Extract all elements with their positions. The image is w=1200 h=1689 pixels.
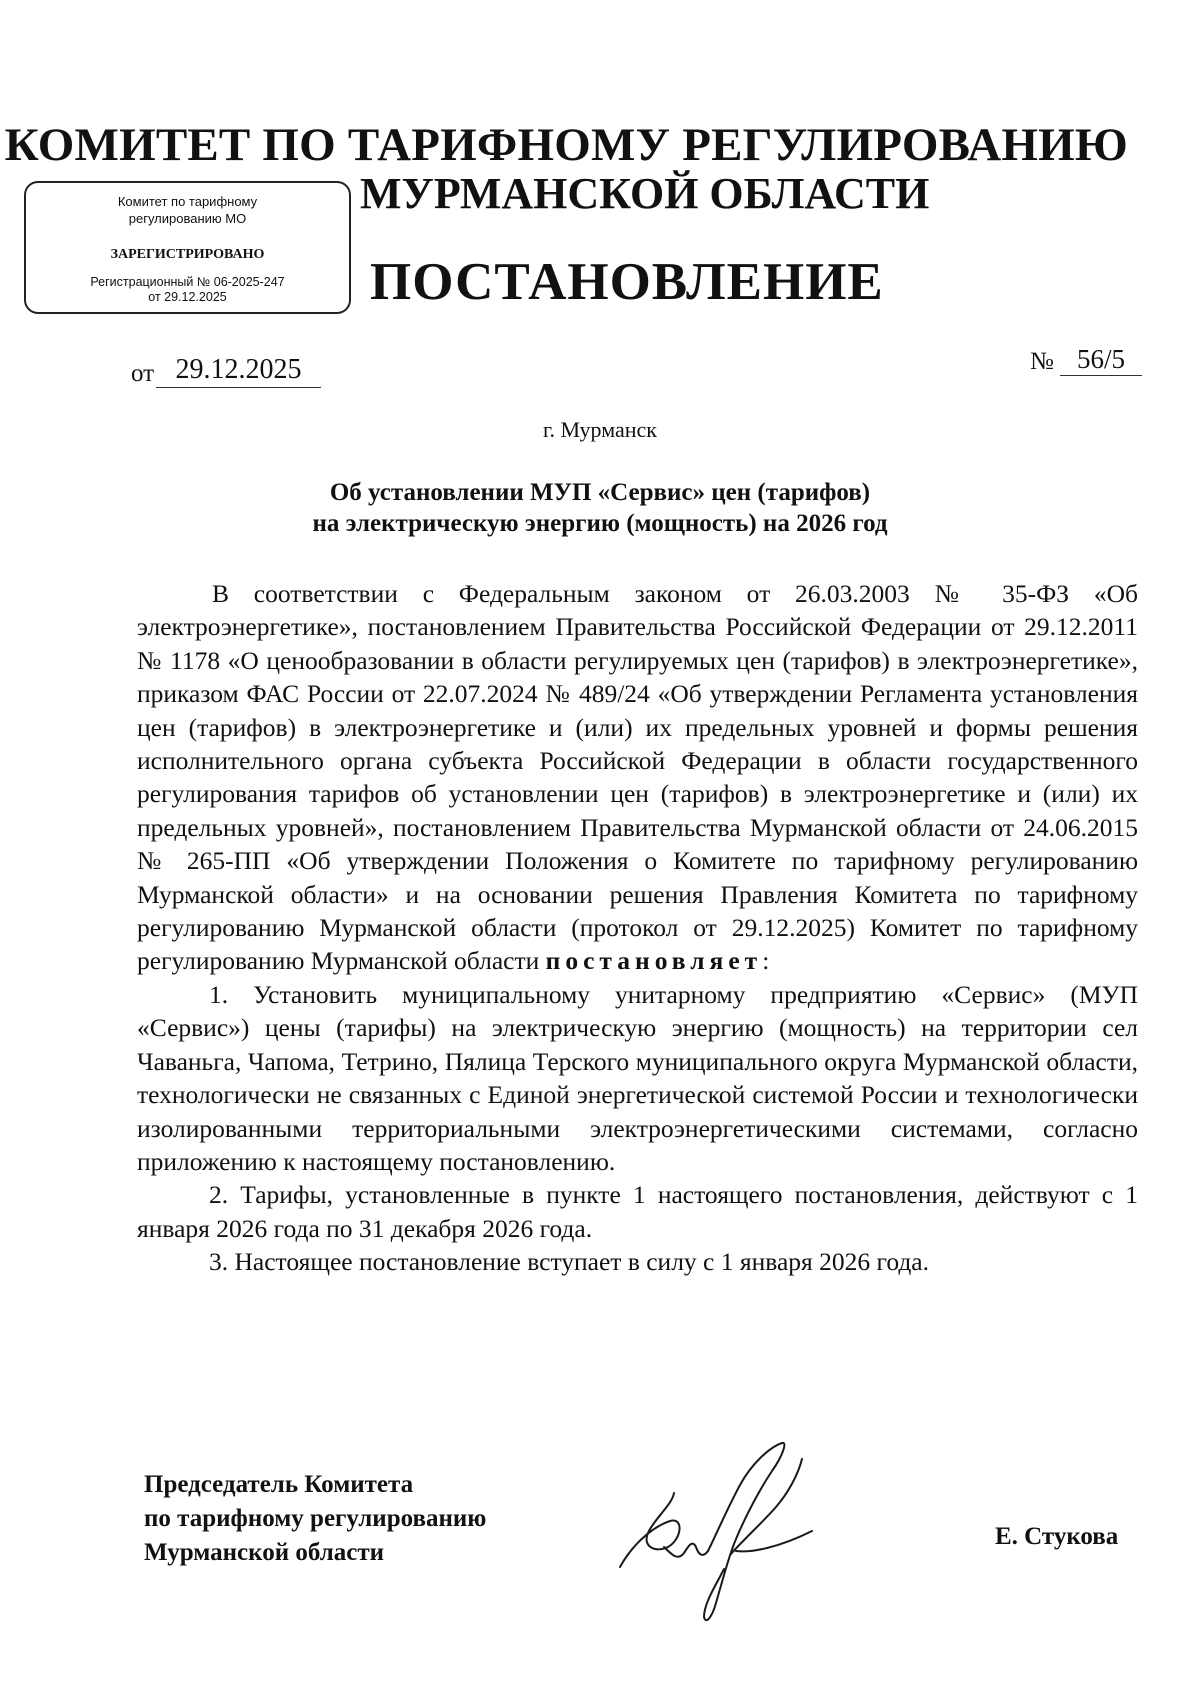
date-label: от — [131, 360, 155, 387]
signatory-position-line1: Председатель Комитета — [144, 1471, 414, 1498]
stamp-reg-date: от 29.12.2025 — [148, 290, 227, 304]
clause-3: 3. Настоящее постановление вступает в силу с 1 января 2026 года. — [209, 1247, 930, 1277]
preamble-paragraph — [137, 577, 1138, 978]
signatory-position-line3: Мурманской области — [144, 1539, 385, 1566]
preamble-text: В соответствии с Федеральным законом от 26.03.2003 № 35-ФЗ «Об электроэнергетике», постановлением Правительства Российской Федерации от 29.12.2011 № 1178 «О ценообразовании в области регулируемых цен (тарифов) в электроэнергетике», приказом ФАС России от 22.07.2024 № 489/24 «Об утверждении Регламента установления цен (тарифов) в электроэнергетике и (или) их предельных уровней и формы решения исполнительного органа субъекта Российской Федерации в области государственного регулирования тарифов об установлении цен (тарифов) в электроэнергетике и (или) их предельных уровней», постановлением Правительства Мурманской области от 24.06.2015 № 265-ПП «Об утверждении Положения о Комитете по тарифному регулированию Мурманской области» и на основании решения Правления Комитета по тарифному регулированию Мурманской области (протокол от 29.12.2025) Комитет по тарифному регулированию Мурманской области — [137, 579, 1138, 976]
handwritten-signature — [612, 1435, 837, 1635]
signatory-position-line2: по тарифному регулированию — [144, 1505, 487, 1532]
stamp-org-line1: Комитет по тарифному — [117, 194, 258, 209]
document-body — [137, 577, 1138, 1279]
document-title-line2: на электрическую энергию (мощность) на 2026 год — [312, 510, 888, 537]
signatory-name: Е. Стукова — [995, 1523, 1119, 1550]
org-title-line2: МУРМАНСКОЙ ОБЛАСТИ — [360, 169, 930, 218]
document-number: 56/5 — [1060, 344, 1142, 376]
stamp-org-line2: регулированию МО — [128, 211, 247, 226]
stamp-registration — [26, 275, 349, 305]
document-date: 29.12.2025 — [156, 354, 321, 388]
document-type: ПОСТАНОВЛЕНИЕ — [370, 253, 884, 311]
number-label: № — [1030, 348, 1054, 375]
org-title-line1: КОМИТЕТ ПО ТАРИФНОМУ РЕГУЛИРОВАНИЮ — [4, 119, 1128, 171]
stamp-reg-number: Регистрационный № 06-2025-247 — [90, 275, 285, 289]
stamp-organization — [26, 193, 349, 227]
clause-1: 1. Установить муниципальному унитарному предприятию «Сервис» (МУП «Сервис») цены (тарифы) на электрическую энергию (мощность) на территории сел Чаваньга, Чапома, Тетрино, Пялица Терского муниципального округа Мурманской области, технологически не связанных с Единой энергетической системой России и технологически изолированными территориальными электроэнергетическими системами, согласно приложению к настоящему постановлению. — [137, 979, 1138, 1176]
stamp-status: ЗАРЕГИСТРИРОВАНО — [110, 247, 265, 262]
registration-stamp — [24, 181, 351, 314]
clause-2: 2. Тарифы, установленные в пункте 1 настоящего постановления, действуют с 1 января 2026 года по 31 декабря 2026 года. — [137, 1180, 1138, 1243]
document-title-line1: Об установлении МУП «Сервис» цен (тарифов) — [329, 479, 871, 506]
decree-colon: : — [762, 946, 770, 976]
city: г. Мурманск — [543, 417, 657, 442]
decree-word: постановляет — [545, 946, 763, 976]
